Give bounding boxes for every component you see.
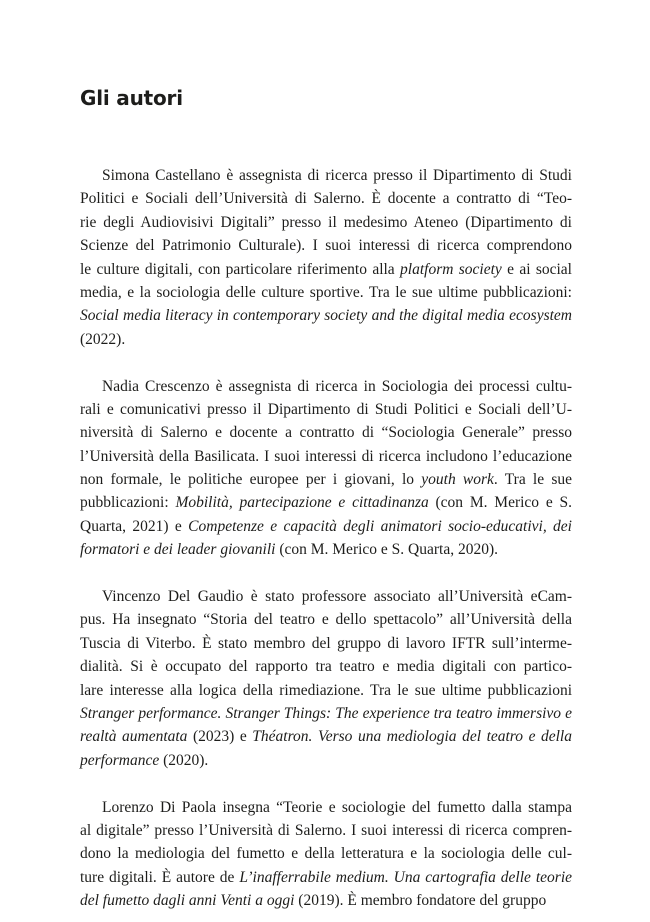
text-line bbox=[80, 538, 572, 561]
text-run: Vincenzo Del Gaudio è stato professore associato all’Università eCam- bbox=[102, 588, 572, 606]
paragraph-gap bbox=[80, 562, 572, 585]
text-run: e ai social bbox=[501, 260, 572, 278]
text-line bbox=[80, 889, 572, 912]
text-run: Nadia Crescenzo è assegnista di ricerca in Sociologia dei processi cultu- bbox=[102, 377, 572, 395]
text-line bbox=[80, 421, 572, 444]
text-run: non formale, le politiche europee per i giovani, lo bbox=[80, 471, 422, 489]
text-line bbox=[80, 679, 572, 702]
text-line bbox=[80, 491, 572, 514]
italic-title: youth work bbox=[421, 471, 494, 489]
text-line bbox=[80, 258, 572, 281]
text-run: (2019). È membro fondatore del gruppo bbox=[294, 892, 547, 910]
text-run: l’Università della Basilicata. I suoi interessi di ricerca includono l’educazione bbox=[80, 447, 572, 465]
text-line bbox=[80, 796, 572, 819]
text-run: pubblicazioni: bbox=[80, 494, 176, 512]
text-run: pus. Ha insegnato “Storia del teatro e dello spettacolo” all’Università della bbox=[80, 611, 572, 629]
text-line bbox=[80, 608, 572, 631]
italic-title: Competenze e capacità degli animatori socio-educativi, dei bbox=[188, 517, 572, 535]
text-line bbox=[80, 842, 572, 865]
text-line bbox=[80, 211, 572, 234]
text-line bbox=[80, 234, 572, 257]
italic-title: del fumetto dagli anni Venti a oggi bbox=[80, 892, 295, 910]
italic-title: formatori e dei leader giovanili bbox=[80, 541, 276, 559]
text-run: dono la mediologia del fumetto e della letteratura e la sociologia delle cul- bbox=[80, 845, 572, 863]
text-line bbox=[80, 445, 572, 468]
text-run: ture digitali. È autore de bbox=[80, 868, 240, 886]
italic-title: Social media literacy in contemporary society and the digital media ecosystem bbox=[80, 307, 572, 325]
italic-title: Stranger performance. Stranger Things: The experience tra teatro immersivo e bbox=[80, 704, 572, 722]
text-run: Politici e Sociali dell’Università di Salerno. È docente a contratto di “Teo- bbox=[80, 190, 572, 208]
text-run: dialità. Si è occupato del rapporto tra teatro e media digitali con partico- bbox=[80, 658, 572, 676]
text-run: Quarta, 2021) e bbox=[80, 517, 189, 535]
text-line bbox=[80, 866, 572, 889]
author-bio-castellano bbox=[80, 164, 572, 351]
italic-title: platform society bbox=[400, 260, 502, 278]
text-line bbox=[80, 328, 572, 351]
text-run: le culture digitali, con particolare riferimento alla bbox=[80, 260, 401, 278]
italic-title: Théatron. Verso una mediologia del teatro e della bbox=[252, 728, 572, 746]
author-bios bbox=[80, 164, 572, 913]
text-run: niversità di Salerno e docente a contratto di “Sociologia Generale” presso bbox=[80, 424, 572, 442]
text-run: (con M. Merico e S. bbox=[428, 494, 572, 512]
text-line bbox=[80, 655, 572, 678]
paragraph-gap bbox=[80, 772, 572, 795]
text-run: rie degli Audiovisivi Digitali” presso il medesimo Ateneo (Dipartimento di bbox=[80, 213, 572, 231]
author-bio-del-gaudio bbox=[80, 585, 572, 772]
text-line bbox=[80, 585, 572, 608]
text-run: Scienze del Patrimonio Culturale). I suoi interessi di ricerca comprendono bbox=[80, 237, 572, 255]
text-line bbox=[80, 702, 572, 725]
text-line bbox=[80, 164, 572, 187]
author-bio-di-paola bbox=[80, 796, 572, 913]
page-title: Gli autori bbox=[80, 86, 183, 110]
text-run: (2022). bbox=[80, 330, 126, 348]
text-run: lare interesse alla logica della rimediazione. Tra le sue ultime pubblicazioni bbox=[80, 681, 572, 699]
paragraph-gap bbox=[80, 351, 572, 374]
text-run: . Tra le sue bbox=[493, 471, 572, 489]
text-run: Simona Castellano è assegnista di ricerca presso il Dipartimento di Studi bbox=[102, 167, 572, 184]
text-run: Lorenzo Di Paola insegna “Teorie e sociologie del fumetto dalla stampa bbox=[102, 798, 572, 816]
text-line bbox=[80, 632, 572, 655]
text-run: media, e la sociologia delle culture sportive. Tra le sue ultime pubblicazioni: bbox=[80, 283, 572, 301]
text-run: Tuscia di Viterbo. È stato membro del gruppo di lavoro IFTR sull’interme- bbox=[80, 634, 572, 652]
text-line bbox=[80, 398, 572, 421]
text-line bbox=[80, 281, 572, 304]
italic-title: performance bbox=[80, 751, 160, 769]
text-run: rali e comunicativi presso il Dipartimento di Studi Politici e Sociali dell’U- bbox=[80, 400, 572, 418]
text-run: (2020). bbox=[159, 751, 209, 769]
text-line bbox=[80, 187, 572, 210]
text-line bbox=[80, 304, 572, 327]
text-line bbox=[80, 375, 572, 398]
author-bio-crescenzo bbox=[80, 375, 572, 562]
text-run: (2023) e bbox=[187, 728, 253, 746]
italic-title: L’inafferrabile medium. Una cartografia delle teorie bbox=[239, 868, 572, 886]
text-run: al digitale” presso l’Università di Salerno. I suoi interessi di ricerca compren- bbox=[80, 821, 572, 839]
text-line bbox=[80, 749, 572, 772]
text-line bbox=[80, 819, 572, 842]
text-line bbox=[80, 725, 572, 748]
text-run: (con M. Merico e S. Quarta, 2020). bbox=[275, 541, 498, 559]
italic-title: realtà aumentata bbox=[80, 728, 188, 746]
text-line bbox=[80, 468, 572, 491]
italic-title: Mobilità, partecipazione e cittadinanza bbox=[175, 494, 429, 512]
text-line bbox=[80, 515, 572, 538]
